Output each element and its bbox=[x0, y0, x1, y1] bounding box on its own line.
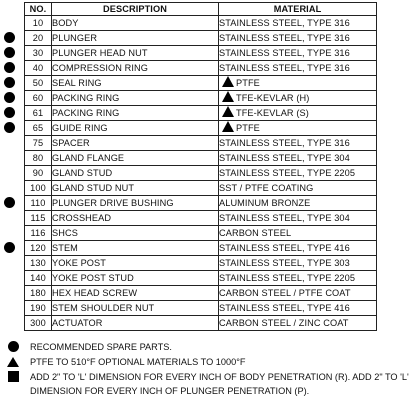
legend-spare-text: RECOMMENDED SPARE PARTS. bbox=[30, 342, 172, 352]
part-material bbox=[219, 16, 377, 31]
material-text: CARBON STEEL / ZINC COAT bbox=[219, 318, 349, 328]
part-number: 116 bbox=[25, 226, 52, 241]
filled-circle-icon bbox=[4, 77, 15, 88]
header-material: MATERIAL bbox=[219, 3, 377, 16]
table-row bbox=[25, 106, 377, 121]
part-material bbox=[219, 211, 377, 226]
part-number: 20 bbox=[25, 31, 52, 46]
material-text: CARBON STEEL / PTFE COAT bbox=[219, 288, 351, 298]
filled-circle-icon bbox=[4, 242, 15, 253]
part-description: SEAL RING bbox=[52, 76, 219, 91]
material-text: TFE-KEVLAR (H) bbox=[236, 93, 310, 103]
part-description: PLUNGER HEAD NUT bbox=[52, 46, 219, 61]
material-text: STAINLESS STEEL, TYPE 304 bbox=[219, 213, 350, 223]
part-number: 190 bbox=[25, 301, 52, 316]
table-row bbox=[25, 151, 377, 166]
part-description: GUIDE RING bbox=[52, 121, 219, 136]
table-row bbox=[25, 61, 377, 76]
part-description: STEM SHOULDER NUT bbox=[52, 301, 219, 316]
part-number: 90 bbox=[25, 166, 52, 181]
part-description: ACTUATOR bbox=[52, 316, 219, 331]
part-material bbox=[219, 76, 377, 91]
part-material bbox=[219, 316, 377, 331]
part-material bbox=[219, 286, 377, 301]
part-description: PLUNGER DRIVE BUSHING bbox=[52, 196, 219, 211]
part-number: 100 bbox=[25, 181, 52, 196]
material-text: STAINLESS STEEL, TYPE 416 bbox=[219, 243, 350, 253]
part-description: YOKE POST STUD bbox=[52, 271, 219, 286]
part-description: HEX HEAD SCREW bbox=[52, 286, 219, 301]
filled-triangle-icon bbox=[222, 106, 234, 117]
table-row bbox=[25, 226, 377, 241]
part-description: PACKING RING bbox=[52, 91, 219, 106]
legend-dimension-line2: DIMENSION FOR EVERY INCH OF PLUNGER PENETRATION (P). bbox=[30, 386, 310, 396]
filled-circle-icon bbox=[4, 32, 15, 43]
part-number: 130 bbox=[25, 256, 52, 271]
part-material bbox=[219, 181, 377, 196]
table-row bbox=[25, 46, 377, 61]
material-text: CARBON STEEL bbox=[219, 228, 292, 238]
legend-ptfe-text: PTFE TO 510°F OPTIONAL MATERIALS TO 1000°F bbox=[30, 357, 246, 367]
filled-triangle-icon bbox=[222, 76, 234, 87]
part-number: 80 bbox=[25, 151, 52, 166]
part-material bbox=[219, 121, 377, 136]
table-row bbox=[25, 286, 377, 301]
table-row bbox=[25, 271, 377, 286]
part-number: 110 bbox=[25, 196, 52, 211]
part-number: 10 bbox=[25, 16, 52, 31]
filled-circle-icon bbox=[4, 197, 15, 208]
part-material bbox=[219, 61, 377, 76]
filled-square-icon bbox=[8, 371, 19, 382]
part-description: GLAND STUD NUT bbox=[52, 181, 219, 196]
part-material bbox=[219, 46, 377, 61]
material-text: STAINLESS STEEL, TYPE 316 bbox=[219, 18, 350, 28]
part-description: STEM bbox=[52, 241, 219, 256]
legend-dimension-line1: ADD 2" TO 'L' DIMENSION FOR EVERY INCH OF BODY PENETRATION (R). ADD 2" TO 'L' bbox=[30, 372, 409, 382]
part-material bbox=[219, 166, 377, 181]
part-material bbox=[219, 106, 377, 121]
material-text: STAINLESS STEEL, TYPE 303 bbox=[219, 258, 350, 268]
header-description: DESCRIPTION bbox=[52, 3, 219, 16]
filled-circle-icon bbox=[4, 122, 15, 133]
material-text: SST / PTFE COATING bbox=[219, 183, 314, 193]
part-number: 50 bbox=[25, 76, 52, 91]
table-row bbox=[25, 316, 377, 331]
table-row bbox=[25, 31, 377, 46]
part-number: 140 bbox=[25, 271, 52, 286]
material-text: STAINLESS STEEL, TYPE 416 bbox=[219, 303, 350, 313]
filled-circle-icon bbox=[4, 47, 15, 58]
part-description: YOKE POST bbox=[52, 256, 219, 271]
table-row bbox=[25, 211, 377, 226]
part-number: 65 bbox=[25, 121, 52, 136]
part-number: 180 bbox=[25, 286, 52, 301]
part-description: BODY bbox=[52, 16, 219, 31]
part-description: GLAND FLANGE bbox=[52, 151, 219, 166]
part-description: SHCS bbox=[52, 226, 219, 241]
table-header-row bbox=[25, 3, 377, 16]
part-description: SPACER bbox=[52, 136, 219, 151]
filled-circle-icon bbox=[4, 62, 15, 73]
table-row bbox=[25, 241, 377, 256]
filled-circle-icon bbox=[8, 341, 19, 352]
part-material bbox=[219, 91, 377, 106]
table-row bbox=[25, 121, 377, 136]
filled-circle-icon bbox=[4, 92, 15, 103]
part-number: 61 bbox=[25, 106, 52, 121]
part-description: PACKING RING bbox=[52, 106, 219, 121]
parts-table bbox=[24, 2, 377, 331]
material-text: PTFE bbox=[236, 78, 260, 88]
material-text: TFE-KEVLAR (S) bbox=[236, 108, 309, 118]
part-material bbox=[219, 226, 377, 241]
part-material bbox=[219, 196, 377, 211]
part-material bbox=[219, 301, 377, 316]
part-material bbox=[219, 241, 377, 256]
table-row bbox=[25, 196, 377, 211]
part-description: CROSSHEAD bbox=[52, 211, 219, 226]
part-number: 75 bbox=[25, 136, 52, 151]
table-row bbox=[25, 181, 377, 196]
material-text: STAINLESS STEEL, TYPE 2205 bbox=[219, 273, 356, 283]
filled-circle-icon bbox=[4, 107, 15, 118]
part-number: 60 bbox=[25, 91, 52, 106]
filled-triangle-icon bbox=[7, 357, 19, 367]
part-number: 30 bbox=[25, 46, 52, 61]
table-row bbox=[25, 301, 377, 316]
part-description: PLUNGER bbox=[52, 31, 219, 46]
table-row bbox=[25, 166, 377, 181]
table-row bbox=[25, 76, 377, 91]
filled-triangle-icon bbox=[222, 91, 234, 102]
part-number: 40 bbox=[25, 61, 52, 76]
material-text: STAINLESS STEEL, TYPE 316 bbox=[219, 48, 350, 58]
material-text: STAINLESS STEEL, TYPE 2205 bbox=[219, 168, 356, 178]
material-text: STAINLESS STEEL, TYPE 316 bbox=[219, 33, 350, 43]
part-number: 115 bbox=[25, 211, 52, 226]
part-material bbox=[219, 151, 377, 166]
table-row bbox=[25, 256, 377, 271]
table-row bbox=[25, 136, 377, 151]
filled-triangle-icon bbox=[222, 121, 234, 132]
material-text: STAINLESS STEEL, TYPE 304 bbox=[219, 153, 350, 163]
material-text: ALUMINUM BRONZE bbox=[219, 198, 311, 208]
part-number: 120 bbox=[25, 241, 52, 256]
part-material bbox=[219, 136, 377, 151]
part-material bbox=[219, 31, 377, 46]
material-text: STAINLESS STEEL, TYPE 316 bbox=[219, 63, 350, 73]
part-description: COMPRESSION RING bbox=[52, 61, 219, 76]
part-material bbox=[219, 256, 377, 271]
part-description: GLAND STUD bbox=[52, 166, 219, 181]
material-text: STAINLESS STEEL, TYPE 316 bbox=[219, 138, 350, 148]
table-row bbox=[25, 16, 377, 31]
material-text: PTFE bbox=[236, 123, 260, 133]
header-no: NO. bbox=[25, 3, 52, 16]
part-number: 300 bbox=[25, 316, 52, 331]
part-material bbox=[219, 271, 377, 286]
table-row bbox=[25, 91, 377, 106]
